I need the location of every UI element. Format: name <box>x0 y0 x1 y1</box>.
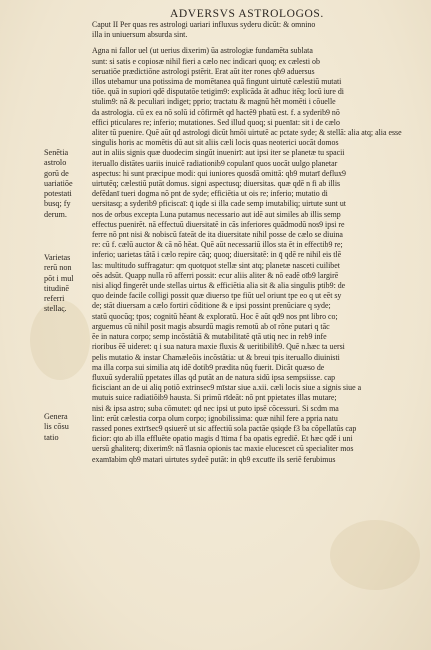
text-line: illos utebamur una potissima de momētanea quā fingunt uirtutē cælestiū mutati <box>92 77 342 87</box>
text-line: rioribus ēē uideret: q i sua natura maxie fluxis & ueritibilib9. Quē n.hæc ta uersi <box>92 342 345 352</box>
text-line: de; stāt diuersam a cælo fortiri cōditione & e ipsi possint prenūciare q syde; <box>92 301 331 311</box>
text-line: ēe in natura corpo; semp incōstātiā & mutabilitatē qtā utiq nec in reb9 infe <box>92 332 327 342</box>
margin-note-line: Genera <box>44 412 68 421</box>
text-line: ferre nō pnt nisi & nobiscū fateāt de ita diuersitate nihil posse de cælo se diuina <box>92 230 343 240</box>
text-line: nisi aliqd fingerēt unde stellas uirtus & efficiētia alia sit & alia singulis ptib9: de <box>92 281 346 291</box>
text-line: nos de orbus excepta Luna putamus necessario aut idē aut similes ab illis semp <box>92 209 341 219</box>
text-line: re: cū f. cælū auctor & cā nō hēat. Quē aūt necessariū illos sta ēt in effectib9 re; <box>92 240 343 250</box>
text-line: mutuis suice radiatiōib9 hausta. Si primū rīdeāt: nō pnt ppietates illas mutare; <box>92 393 337 403</box>
margin-note-line: busq; fy <box>44 199 71 209</box>
text-line: quo deinde facile colligi possit quæ diuerso tpe fiūt uel oriunt tpe eo q ut eēt sy <box>92 291 342 301</box>
text-line: ficisciant an de ui aliq potiō extrinsec9 mīstar siue a.xii. cæli locis siue a signis siue a <box>92 383 362 393</box>
text-line: statū quocūq; tpos; cognitū hēant & exploratū. Hoc ē aūt qd9 nos pnt libro co; <box>92 311 338 321</box>
text-line: uersitasq; a syderib9 pficiscaī: q̄ iqde si illa cade semp imutabiliq; uirtute sunt ut <box>92 199 346 209</box>
text-line: pelis mutatio & instar Chamæleōis incōstātia: ut & breui tpis iteruallo diuinisti <box>92 352 340 362</box>
text-line: sunt: si satis e copiosæ nihil fieri a cælo nec indicari quoq; ex cælesti ob <box>92 56 320 66</box>
margin-note-variety-of-things <box>44 253 90 315</box>
margin-note-line: titudinē <box>44 283 70 293</box>
text-line: stulim9: nā & peculiari indiget; pprio; tractatu & magnū hēt momēti i cōuelle <box>92 97 336 107</box>
text-line: rassed pones extrīsec9 qsiuerē ut sic affectiū sola pactāe qsiqde f3 ba cōpellatūs cap <box>92 423 357 433</box>
margin-note-line: Senētia <box>44 148 69 157</box>
margin-note-line: astrolo <box>44 158 67 168</box>
text-line: Agna ni fallor uel (ut uerius dixerim) ūa astrologiæ fundamēta sublata <box>92 46 313 56</box>
text-line: singulis horis ac momētis dū aut sit aliis cæli locis quas neoterici uocāt domos <box>92 138 339 148</box>
margin-note-line: uariatiōe <box>44 178 73 188</box>
paper-stain <box>330 520 420 590</box>
text-line: fluxuū syderaliū ppetates illas qd putāt an de natura sidū ipsa sempsiisse. cap <box>92 372 336 382</box>
text-line: Caput II Per quas res astrologi uariari influxus syderu dicūt: & omnino <box>92 20 316 29</box>
margin-note-line: potestati <box>44 189 72 199</box>
text-line: da astrologia. cū ex ea nō solū id cōfirmēt qd hactē9 pbatū est. f. a syderib9 nō <box>92 107 340 117</box>
text-line: effectus puenirēt. nā effectuū diuersitatē in cās inferiores quādmodū nos9 ipsi re <box>92 219 345 229</box>
text-line: iteruallo distātes uariis inuicē radiationib9 copulanī quos uocāt uulgo planetar <box>92 158 338 168</box>
text-line: illa in uniuersum absurda sint. <box>92 30 188 40</box>
margin-note-general-refutation <box>44 412 90 443</box>
text-line: ma illa corpa sui similia atq idē dotib9 prædita nūq fuerit. Dicāt quæso de <box>92 362 325 372</box>
margin-note-line: rerū non <box>44 263 72 273</box>
text-line: seruatiōe prædictiōne astrologi pstērit. Erat aūt iter rones qb9 aduersus <box>92 66 315 76</box>
margin-note-line: referri <box>44 294 65 304</box>
text-line: aut in aliis signis quæ duodecim singūt inuenirī: aut ipsi iter se planetæ tu spacii <box>92 148 345 158</box>
margin-note-line: derum. <box>44 209 67 219</box>
text-line: inferio; uarietas tātā i cælo repire cāq; quoq; diuersitatē: in q̄ qdē re nihil eis tlē <box>92 250 342 260</box>
margin-note-line: lis cōsu <box>44 422 69 432</box>
text-line: ficior: qto ab illa effluēte opatio magis d ītima f ba opatis egrediē. Et hæc qdē i uni <box>92 434 353 444</box>
body-text <box>92 20 402 465</box>
running-header: ADVERSVS ASTROLOGOS. <box>170 8 324 20</box>
text-line: aliter tū puenire. Quē aūt qd astrologi dicūt hmōi uirtutē ac pctate syde; & stellā: alia atq; alia esse <box>92 128 402 138</box>
text-line: arguemus cū nihil posit magis absurdū magis remotū ab oī rōne putari q tāc <box>92 321 330 331</box>
text-line: oēs adsūt. Quapp nulla rō afferri possit: ecur aliis aliter & nō eadē oīb9 largirē <box>92 270 339 280</box>
margin-note-line: stellaς. <box>44 304 67 314</box>
text-line: uirtutēq; cælestiū putāt domus. signi aspectusq; diuersitas. quæ qdē n fi ab illis <box>92 179 341 189</box>
text-line: effici pticulares re; inferio; mutationes. Sed illud quoq; si puenīat: sit i de cælo <box>92 117 340 127</box>
margin-note-line: pōt i mul <box>44 273 74 283</box>
text-line: aspectus: hi sunt præcipue modi: qui iuniores quosdā omittā: qb9 mutarī deflux9 <box>92 168 346 178</box>
text-line: nisi & ipsa astro; suba cōmutet: qd nec ipsi ut puto ipsē cōcessuri. Si scdm ma <box>92 403 339 413</box>
text-line: examīabim qb9 matari uirtutes sydeē putāt: in qb9 excutīe ils seriē ferubimus <box>92 454 336 464</box>
margin-note-line: Varietas <box>44 253 71 262</box>
margin-note-line: gorū de <box>44 168 69 178</box>
text-line: las: multitudo suffragatur: qm quotquot stellæ sint atq; planetæ nasceti cuilibet <box>92 260 340 270</box>
text-line: uersū ghaliterq; dixerim9: nā īlasnia opionis tac maxie elucescet cū specialiter mos <box>92 444 354 454</box>
text-line: defēdanī tueri dogma nō pnt de syde; efficiētia ut ois re; inferio; mutatio di <box>92 189 328 199</box>
margin-note-astrologers-opinion <box>44 148 90 220</box>
text-line: tiōe. quā in supiori qdē disputatōe tetigim9: explicāda āt adhuc itēq; locū iure di <box>92 87 344 97</box>
text-line: lint: erūt cælestia corpa olum corpo; ignobilissima: quæ nihil fere a ppria natu <box>92 413 338 423</box>
margin-note-line: tatio <box>44 432 59 442</box>
